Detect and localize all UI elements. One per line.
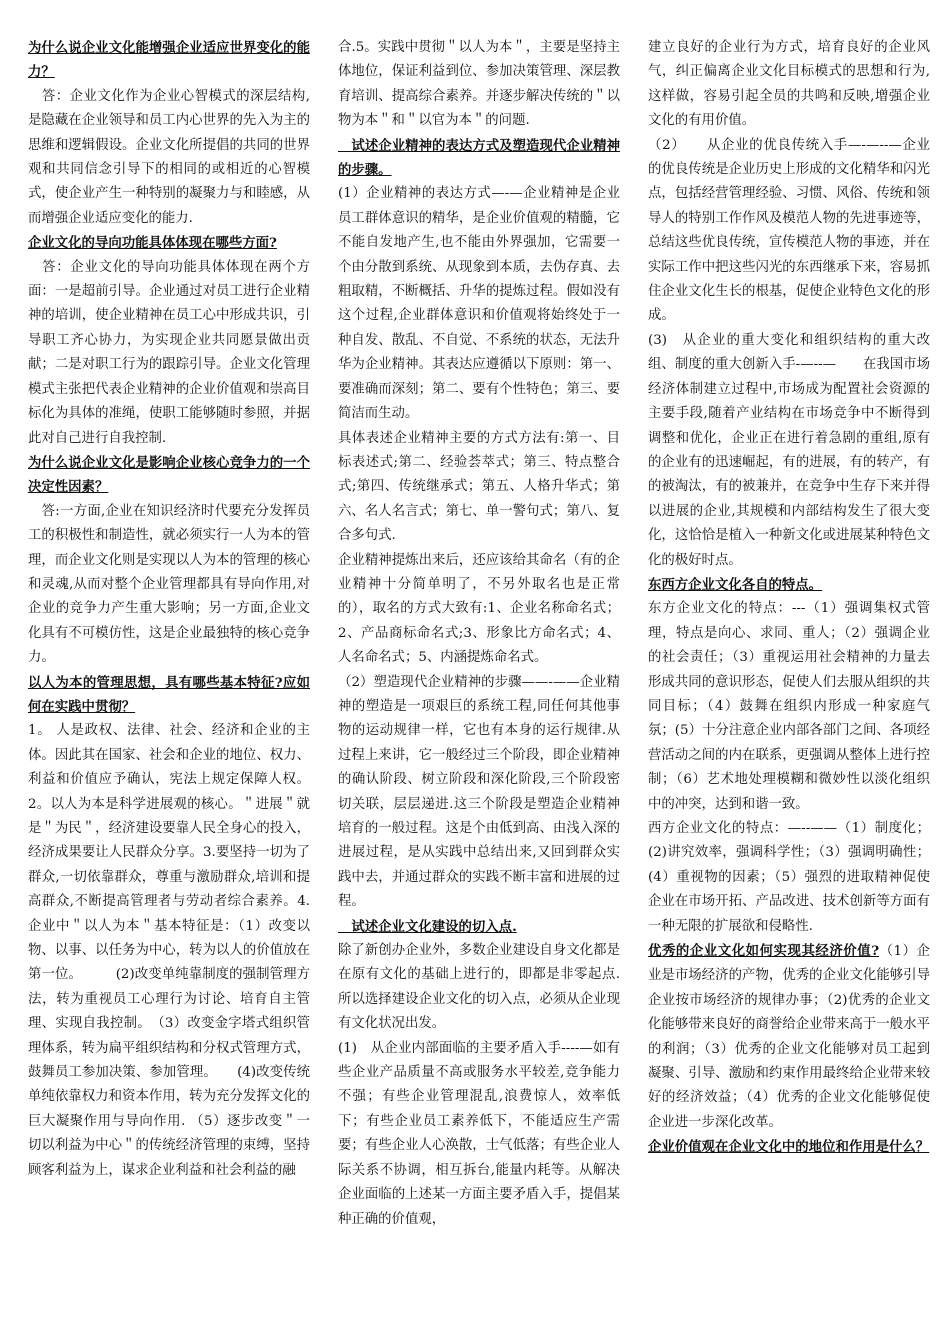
section-paragraph: 东方企业文化的特点：---（1）强调集权式管理，特点是向心、求同、重人；（2）强调企业的社会责任；（3）重视运用社会精神的力量去形成共同的意识形态，促使人们去服从组织的共同目标；（4）鼓舞在组织内形成一种家庭气氛；(5）十分注意企业内部各部门之间、各项经营活动之间的内在联系，更强调从整体上进行控制；（6）艺术地处理模糊和微妙性以淡化组织中的冲突，达到和谐一致。: [648, 601, 930, 812]
section-paragraph: (3) 从企业的重大变化和组织结构的重大改组、制度的重大创新入手-—--— 在我国市场经济体制建立过程中,市场成为配置社会资源的主要手段,随着产业结构在市场竞争中不断得到调整和优化，企业正在进行着急剧的重组,原有的企业有的迅速崛起，有的进展，有的转产，有的被淘汰，有的被兼并，在竞争中生存下来并得以进展的企业,其规模和内部结构发生了很大变化，这恰恰是植入一种新文化或进展某种特色文化的极好时点。: [648, 332, 930, 568]
section-paragraph: 企业精神提炼出来后，还应该给其命名（有的企业精神十分简单明了，不另外取名也是正常的），取名的方式大致有:1、企业名称命名式；2、产品商标命名式;3、形象比方命名式；4、人名命名式；5、内涵提炼命名式。: [338, 552, 620, 666]
section-paragraph: 1。 人是政权、法律、社会、经济和企业的主体。因此其在国家、社会和企业的地位、权力、利益和价值应予确认，宪法上规定保障人权。2。以人为本是科学进展观的核心。＂进展＂就是＂为民＂，经济建设要靠人民全身心的投入，经济成果要让人民群众分享。3.要坚持一切为了群众,一切依靠群众，尊重与激励群众,培训和提高群众,不断提高管理者与劳动者综合素养。4.企业中＂以人为本＂基本特征是：（1）改变以物、以事、以任务为中心，转为以人的价值放在第一位。 (2)改变单纯靠制度的强制管理方法，转为重视员工心理行为讨论、培育自主管理、实现自我控制。 （3）改变金字塔式组织管理体系，转为扁平组织结构和分权式管理方式，鼓舞员工参加决策、参加管理。 (4)改变传统单纯依靠权力和资本作用，转为充分发挥文化的巨大凝聚作用与导向作用. （5）逐步改变＂一切以利益为中心＂的传统经济管理的束缚，坚持顾客利益为上，谋求企业利益和社会利益的融: [28, 723, 310, 1178]
column-middle: [338, 36, 620, 1332]
section-heading: 企业文化的导向功能具体体现在哪些方面?: [28, 235, 277, 252]
section-paragraph: 合.5。实践中贯彻＂以人为本＂，主要是坚持主体地位，保证利益到位、参加决策管理、深层教育培训、提高综合素养。并逐步解决传统的＂以物为本＂和＂以官为本＂的问题.: [338, 40, 620, 129]
section-heading: 为什么说企业文化能增强企业适应世界变化的能力？: [28, 40, 310, 81]
section-paragraph: 具体表述企业精神主要的方式方法有:第一、目标表述式;第二、经验荟萃式；第三、特点整合式;第四、传统继承式；第五、人格升华式；第六、名人名言式；第七、单一警句式；第八、复合多句式.: [338, 430, 620, 544]
column-left: [28, 36, 310, 1332]
section-heading: 试述企业精神的表达方式及塑造现代企业精神的步骤。: [338, 137, 620, 179]
section-paragraph: 答:一方面,企业在知识经济时代要充分发挥员工的积极性和制造性，就必须实行一人为本的管理，而企业文化则是实现以人为本的管理的核心和灵魂,从而对整个企业管理都具有导向作用,对企业的竞争力产生重大影响；另一方面,企业文化具有不可模仿性，这是企业最独特的核心竞争力。: [28, 503, 310, 666]
column-right: [648, 36, 930, 1332]
section-paragraph: （2）塑造现代企业精神的步骤——-——企业精神的塑造是一项艰巨的系统工程,同任何其他事物的运动规律一样，它也有本身的运行规律.从过程上来讲，它一般经过三个阶段，即企业精神的确认阶段、树立阶段和深化阶段,三个阶段密切关联，层层递进.这三个阶段是塑造企业精神培育的一般过程。这是个由低到高、由浅入深的进展过程，是从实践中总结出来,又回到群众实践中去，并通过群众的实践不断丰富和进展的过程。: [338, 674, 620, 910]
section-paragraph: 除了新创办企业外，多数企业建设自身文化都是在原有文化的基础上进行的，即都是非零起点.所以选择建设企业文化的切入点，必须从企业现有文化状况出发。: [338, 943, 620, 1032]
section-paragraph: [648, 939, 930, 1135]
section-heading: 东西方企业文化各自的特点。: [648, 576, 823, 593]
section-paragraph: (1）企业精神的表达方式—-—企业精神是企业员工群体意识的精华，是企业价值观的精髓，它不能自发地产生,也不能由外界强加，它需要一个由分散到系统、从现象到本质，去伪存真、去粗取精，不断概括、升华的提炼过程。假如没有这个过程,企业群体意识和价值观将始终处于一种自发、散乱、不自觉、不系统的状态，无法升华为企业精神。其表达应遵循以下原则：第一、要准确而深刻；第二、要有个性特色；第三、要简洁而生动。: [338, 186, 620, 422]
section-heading: 为什么说企业文化是影响企业核心竞争力的一个决定性因素？: [28, 454, 310, 496]
section-paragraph: （2） 从企业的优良传统入手—-—--—企业的优良传统是企业历史上形成的文化精华和闪光点，包括经营管理经验、习惯、风俗、传统和领导人的特别工作作风及模范人物的先进事迹等，总结这些优良传统，宣传模范人物的事迹，并在实际工作中把这些闪光的东西继承下来，容易抓住企业文化生长的根基，促使企业特色文化的形成。: [648, 137, 930, 324]
section-heading: 试述企业文化建设的切入点.: [338, 918, 517, 935]
section-paragraph: 西方企业文化的特点：—--——（1）制度化；(2)讲究效率，强调科学性；（3）强调明确性；(4）重视物的因素；（5）强烈的进取精神促使企业在市场开拓、产品改进、技术创新等方面有一种无限的扩展欲和侵略性.: [648, 821, 930, 934]
section-heading: 以人为本的管理思想，具有哪些基本特征?应如何在实践中贯彻？: [28, 674, 310, 715]
section-paragraph: 建立良好的企业行为方式，培育良好的企业风气，纠正偏离企业文化目标模式的思想和行为,这样做，容易引起全员的共鸣和反映,增强企业文化的有用价值。: [648, 40, 930, 129]
paragraph-text: （1）企业是市场经济的产物，优秀的企业文化能够引导企业按市场经济的规律办事；（2)优秀的企业文化能够带来良好的商誉给企业带来高于一般水平的利润；（3）优秀的企业文化能够对员工起到凝聚、引导、激励和约束作用最终给企业带来较好的经济效益；（4）优秀的企业文化能够促使企业进一步深化改革。: [648, 944, 930, 1130]
section-heading: 优秀的企业文化如何实现其经济价值?: [648, 943, 880, 960]
section-heading: 企业价值观在企业文化中的地位和作用是什么？: [648, 1139, 930, 1156]
section-paragraph: 答：企业文化作为企业心智模式的深层结构,是隐藏在企业领导和员工内心世界的先入为主的思维和逻辑假设。企业文化所提倡的共同的世界观和共同信念引导下的相同的或相近的心智模式，使企业产生一种特别的凝聚力与和睦感，从而增强企业适应变化的能力.: [28, 88, 310, 226]
section-paragraph: (1) 从企业内部面临的主要矛盾入手----—如有些企业产品质量不高或服务水平较差,竞争能力不强；有些企业管理混乱,浪费惊人，效率低下；有些企业员工素养低下，不能适应生产需要；有些企业人心涣散，士气低落；有些企业人际关系不协调，相互拆台,能量内耗等。从解决企业面临的上述某一方面主要矛盾入手，提倡某种正确的价值观，: [338, 1040, 620, 1227]
section-paragraph: 答：企业文化的导向功能具体体现在两个方面：一是超前引导。企业通过对员工进行企业精神的培训，使企业精神在员工心中形成共识，引导职工齐心协力，为实现企业共同愿景做出贡献；二是对职工行为的跟踪引导。企业文化管理模式主张把代表企业精神的企业价值观和崇高目标化为具体的准绳，使职工能够随时参照，并据此对自己进行自我控制.: [28, 259, 310, 446]
